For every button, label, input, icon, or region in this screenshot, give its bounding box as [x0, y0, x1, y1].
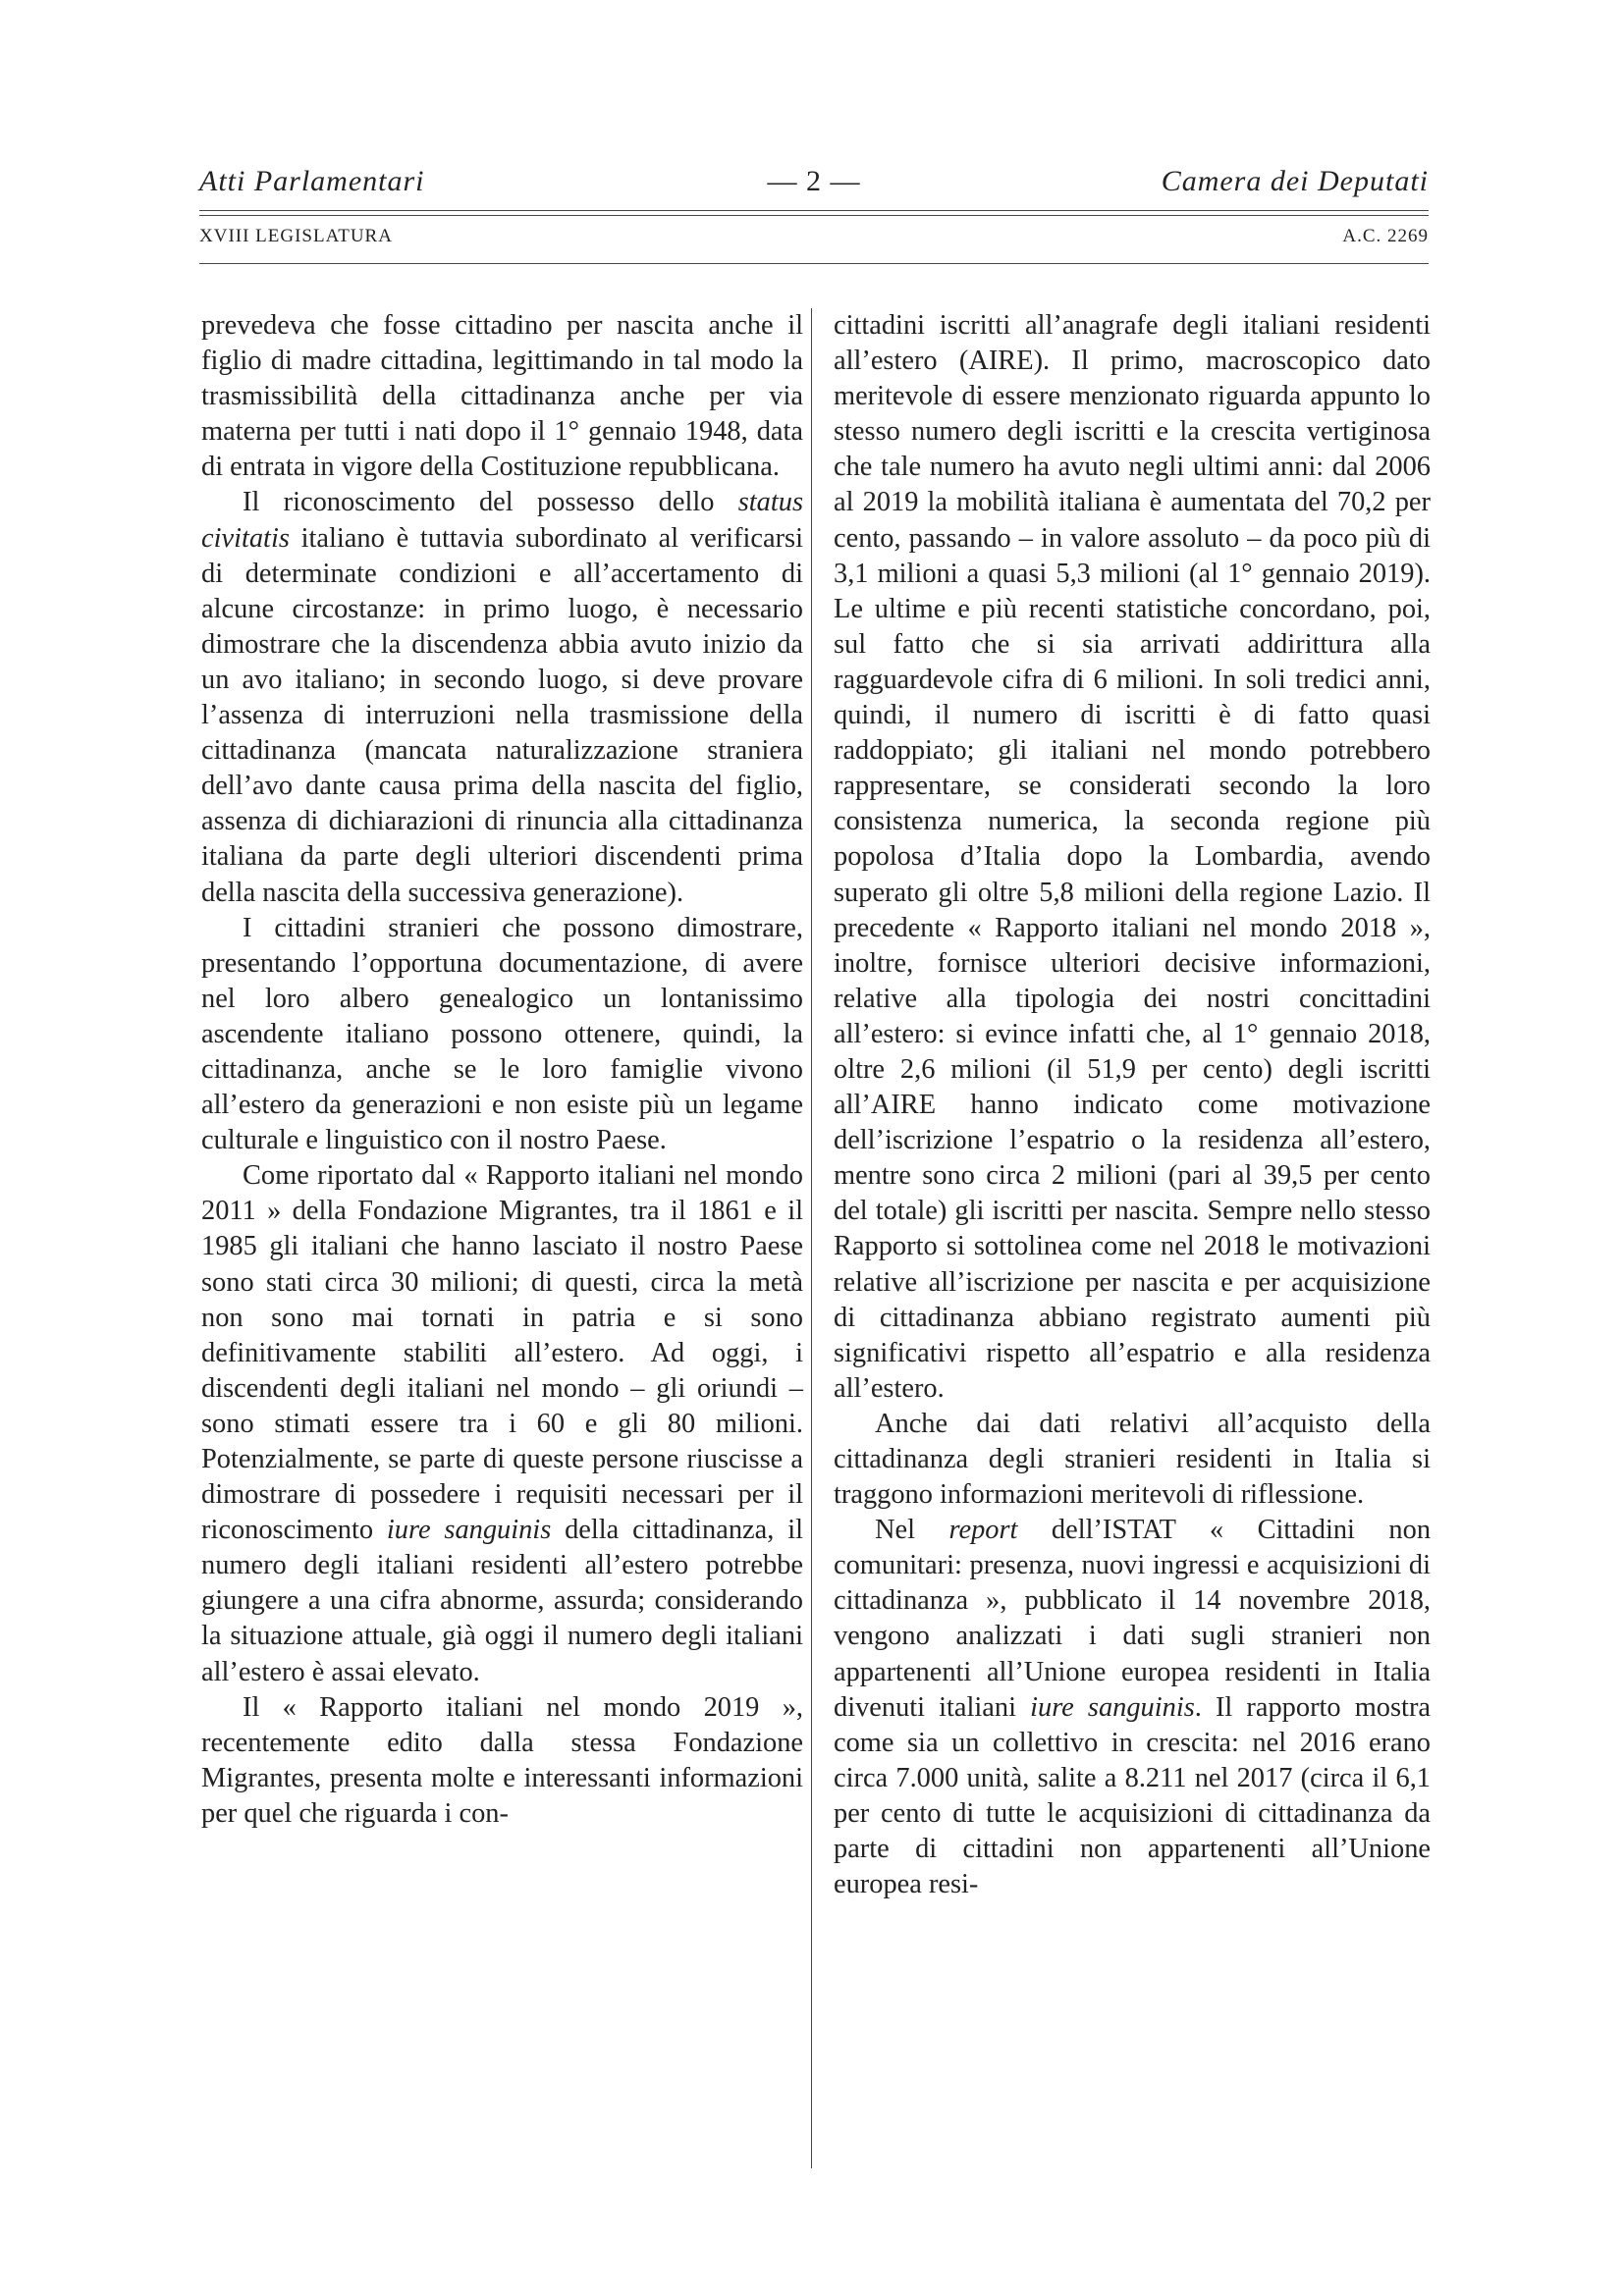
running-header — [199, 165, 1429, 208]
text-run: Nel — [875, 1515, 949, 1546]
column-divider — [811, 308, 812, 2168]
text-run: della cittadinanza, il numero degli italiani residenti all’estero potrebbe giungere a una cifra abnorme, assurda; considerando la situazione attuale, già oggi il numero degli italiani all’estero è assai elevato. — [201, 1515, 803, 1687]
paragraph: cittadini iscritti all’anagrafe degli italiani residenti all’estero (AIRE). Il primo, macroscopico dato meritevole di essere menzionato riguarda appunto lo stesso numero degli iscritti e la crescita vertiginosa che tale numero ha avuto negli ultimi anni: dal 2006 al 2019 la mobilità italiana è aumentata del 70,2 per cento, passando – in valore assoluto – da poco più di 3,1 milioni a quasi 5,3 milioni (al 1° gennaio 2019). Le ultime e più recenti statistiche concordano, poi, sul fatto che si sia arrivati addirittura alla ragguardevole cifra di 6 milioni. In soli tredici anni, quindi, il numero di iscritti è di fatto quasi raddoppiato; gli italiani nel mondo potrebbero rappresentare, se considerati secondo la loro consistenza numerica, la seconda regione più popolosa d’Italia dopo la Lombardia, avendo superato gli oltre 5,8 milioni della regione Lazio. Il precedente « Rapporto italiani nel mondo 2018 », inoltre, fornisce ulteriori decisive informazioni, relative alla tipologia dei nostri concittadini all’estero: si evince infatti che, al 1° gennaio 2018, oltre 2,6 milioni (il 51,9 per cento) degli iscritti all’AIRE hanno indicato come motivazione dell’iscrizione l’espatrio o la residenza all’estero, mentre sono circa 2 milioni (pari al 39,5 per cento del totale) gli iscritti per nascita. Sempre nello stesso Rapporto si sottolinea come nel 2018 le motivazioni relative all’iscrizione per nascita e per acquisizione di cittadinanza abbiano registrato aumenti più significativi rispetto all’espatrio e alla residenza all’estero. — [834, 310, 1431, 1404]
sub-header — [199, 226, 1429, 251]
text-run: . Il rapporto mostra come sia un collettivo in crescita: nel 2016 erano circa 7.000 unità, salite a 8.211 nel 2017 (circa il 6,1 per cento di tutte le acquisizioni di cittadinanza da parte di cittadini non appartenenti all’Unione europea resi- — [834, 1691, 1431, 1900]
legislature-label: XVIII LEGISLATURA — [199, 226, 393, 246]
paragraph: Anche dai dati relativi all’acquisto della cittadinanza degli stranieri residenti in Italia si traggono informazioni meritevoli di riflessione. — [834, 1408, 1431, 1511]
header-left: Atti Parlamentari — [199, 165, 425, 197]
header-right: Camera dei Deputati — [1161, 165, 1429, 197]
text-run: italiano è tuttavia subordinato al verificarsi di determinate condizioni e all’accertamento di alcune circostanze: in primo luogo, è necessario dimostrare che la discendenza abbia avuto inizio da un avo italiano; in secondo luogo, si deve provare l’assenza di interruzioni nella trasmissione della cittadinanza (mancata naturalizzazione straniera dell’avo dante causa prima della nascita del figlio, assenza di dichiarazioni di rinuncia alla cittadinanza italiana da parte degli ulteriori discendenti prima della nascita della successiva generazione). — [201, 522, 803, 908]
italic-term: report — [948, 1515, 1018, 1546]
header-rule-bottom — [199, 263, 1429, 264]
italic-term: iure sanguinis — [1030, 1691, 1195, 1723]
text-run: Come riportato dal « Rapporto italiani nel mondo 2011 » della Fondazione Migrantes, tra il 1861 e il 1985 gli italiani che hanno lasciato il nostro Paese sono stati circa 30 milioni; di questi, circa la metà non sono mai tornati in patria e si sono definitivamente stabiliti all’estero. Ad oggi, i discendenti degli italiani nel mondo – gli oriundi – sono stimati essere tra i 60 e gli 80 milioni. Potenzialmente, se parte di queste persone riuscisse a dimostrare di possedere i requisiti necessari per il riconoscimento — [201, 1160, 803, 1546]
italic-term: iure sanguinis — [386, 1515, 552, 1546]
text-run: dell’ISTAT « Cittadini non comunitari: presenza, nuovi ingressi e acquisizioni di cittadinanza », pubblicato il 14 novembre 2018, vengono analizzati i dati sugli stranieri non appartenenti all’Unione europea residenti in Italia divenuti italiani — [834, 1515, 1432, 1723]
italic-term: status civitatis — [201, 487, 803, 554]
text-run: Il riconoscimento del possesso dello — [243, 487, 738, 518]
paragraph — [201, 485, 803, 910]
right-column — [834, 308, 1431, 1902]
left-column — [201, 308, 803, 1832]
header-rule-double — [199, 215, 1429, 216]
paragraph: prevedeva che fosse cittadino per nascita anche il figlio di madre cittadina, legittimando in tal modo la trasmissibilità della cittadinanza anche per via materna per tutti i nati dopo il 1° gennaio 1948, data di entrata in vigore della Costituzione repubblicana. — [201, 310, 803, 483]
paragraph: Il « Rapporto italiani nel mondo 2019 », recentemente edito dalla stessa Fondazione Migrantes, presenta molte e interessanti informazioni per quel che riguarda i con- — [201, 1691, 803, 1829]
paragraph: I cittadini stranieri che possono dimostrare, presentando l’opportuna documentazione, di avere nel loro albero genealogico un lontanissimo ascendente italiano possono ottenere, quindi, la cittadinanza, anche se le loro famiglie vivono all’estero da generazioni e non esiste più un legame culturale e linguistico con il nostro Paese. — [201, 912, 803, 1156]
header-rule-top — [199, 210, 1429, 211]
act-number: A.C. 2269 — [1342, 226, 1429, 246]
page-number: — 2 — — [767, 165, 861, 197]
paragraph — [834, 1513, 1431, 1902]
paragraph — [201, 1158, 803, 1689]
